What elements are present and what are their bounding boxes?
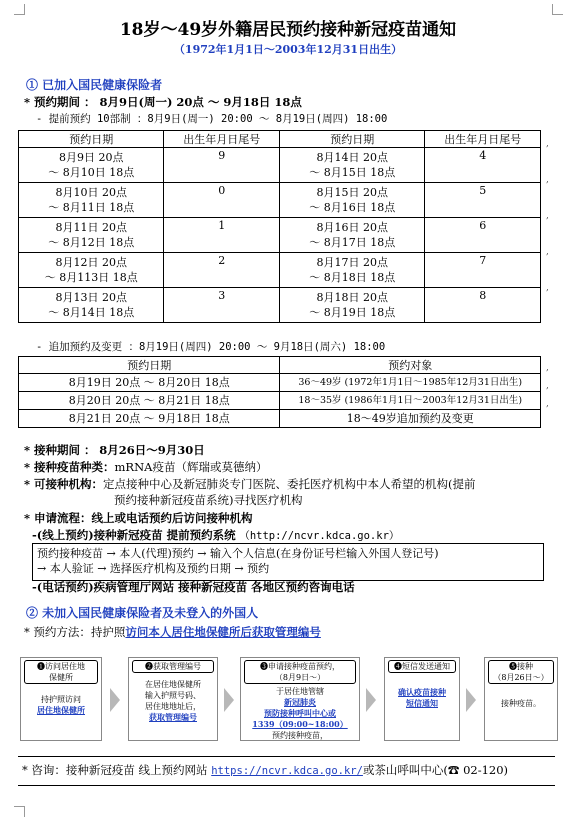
step-5-body: 接种疫苗。 [501, 699, 541, 708]
step-3-link[interactable]: 新冠肺炎 预防接种呼叫中心或 1339（09:00~18:00） [252, 697, 348, 729]
reservation-schedule-table [18, 130, 541, 323]
reservation-method [24, 625, 321, 640]
vaccine-type-value: mRNA疫苗（辉瑞或莫德纳） [114, 460, 268, 474]
step-arrow-icon [224, 688, 234, 712]
table-header: 出生年月日尾号 [164, 131, 280, 148]
crop-mark-bottom-left [14, 806, 25, 817]
table-cell: 8月19日 20点 ～ 8月20日 18点 [19, 374, 280, 392]
table-row [19, 218, 541, 253]
crop-mark-top-left [14, 4, 25, 15]
table-header: 出生年月日尾号 [425, 131, 541, 148]
additional-reservation: - 追加预约及变更 ：8月19日(周四) 20:00 ～ 9月18日(周六) 18:00 [36, 341, 386, 353]
reservation-method-link[interactable]: 访问本人居住地保健所后获取管理编号 [125, 625, 321, 639]
section2-heading: ② 未加入国民健康保险者及未登入的外国人 [26, 606, 259, 620]
page-subtitle: （1972年1月1日～2003年12月31日出生） [173, 43, 403, 56]
table-header-row [19, 357, 541, 374]
additional-reservation-table [18, 356, 541, 428]
online-reservation-url[interactable]: （http://ncvr.kdca.go.kr） [239, 530, 400, 542]
table-cell: 1 [164, 218, 280, 253]
inquiry-line [22, 763, 508, 779]
vaccination-period-value: 8月26日～9月30日 [99, 443, 205, 457]
step-5-heading: ❺接种 （8月26日～） [488, 660, 554, 684]
paragraph-mark: , [546, 283, 549, 293]
step-3-tail: 预约接种疫苗， [272, 731, 328, 740]
step-3-apply-reservation [240, 657, 360, 741]
step-2-link[interactable]: 获取管理编号 [149, 712, 197, 722]
table-cell: 8月10日 20点 ～ 8月11日 18点 [19, 183, 164, 218]
application-process: * 申请流程：线上或电话预约后访问接种机构 [24, 511, 253, 525]
online-reservation-flow [32, 543, 544, 581]
step-4-sms-notification [384, 657, 460, 741]
table-row [19, 288, 541, 323]
step-4-link[interactable]: 确认疫苗接种 短信通知 [398, 687, 446, 708]
institution-value-continued: 预约接种新冠疫苗系统)寻找医疗机构 [114, 493, 303, 507]
table-cell: 8月20日 20点 ～ 8月21日 18点 [19, 392, 280, 410]
vaccine-type [24, 460, 267, 475]
table-header-row [19, 131, 541, 148]
inquiry-url[interactable]: https://ncvr.kdca.go.kr/ [211, 765, 363, 777]
table-cell: 8月13日 20点 ～ 8月14日 18点 [19, 288, 164, 323]
step-1-link[interactable]: 居住地保健所 [37, 705, 85, 715]
table-cell: 8月9日 20点 ～ 8月10日 18点 [19, 148, 164, 183]
table-cell: 4 [425, 148, 541, 183]
paragraph-mark: , [546, 139, 549, 149]
online-reservation [32, 528, 399, 544]
table-cell: 8月21日 20点 ～ 9月18日 18点 [19, 410, 280, 428]
step-2-body-3: 居住地地址后， [145, 702, 201, 711]
paragraph-mark: , [546, 363, 549, 373]
crop-mark-top-right [552, 4, 563, 15]
inquiry-suffix: 或茶山呼叫中心(☎ 02-120) [362, 763, 509, 777]
step-2-heading: ❷获取管理编号 [132, 660, 214, 673]
inquiry-box [18, 756, 555, 786]
table-cell: 18～49岁追加预约及变更 [280, 410, 541, 428]
step-1-heading: ❶访问居住地 保健所 [24, 660, 98, 684]
table-cell: 8月16日 20点 ～ 8月17日 18点 [280, 218, 425, 253]
reservation-period: * 预约期间 ： 8月9日(周一) 20点 ～ 9月18日 18点 [24, 95, 302, 109]
paragraph-mark: , [546, 247, 549, 257]
vaccination-period [24, 443, 205, 458]
step-3-heading: ❸申请接种疫苗预约， （8月9日～） [244, 660, 356, 684]
step-5-vaccination [484, 657, 558, 741]
flow-line-2: → 本人验证 → 选择医疗机构及预约日期 → 预约 [37, 562, 270, 575]
table-header: 预约日期 [19, 131, 164, 148]
table-header: 预约日期 [19, 357, 280, 374]
table-cell: 0 [164, 183, 280, 218]
table-cell: 36～49岁 (1972年1月1日～1985年12月31日出生) [280, 374, 541, 392]
table-cell: 8月14日 20点 ～ 8月15日 18点 [280, 148, 425, 183]
table-cell: 2 [164, 253, 280, 288]
institution-label: * 可接种机构： [24, 477, 104, 491]
paragraph-mark: , [546, 175, 549, 185]
table-row [19, 392, 541, 410]
table-row [19, 410, 541, 428]
table-row [19, 253, 541, 288]
table-cell: 8月17日 20点 ～ 8月18日 18点 [280, 253, 425, 288]
flow-line-1: 预约接种疫苗 → 本人(代理)预约 → 输入个人信息(在身份证号栏输入外国人登记号) [37, 547, 439, 560]
paragraph-mark: , [546, 399, 549, 409]
step-arrow-icon [466, 688, 476, 712]
vaccine-type-label: * 接种疫苗种类： [24, 460, 115, 474]
inquiry-prefix: * 咨询：接种新冠疫苗 线上预约网站 [22, 763, 212, 777]
table-cell: 9 [164, 148, 280, 183]
table-cell: 7 [425, 253, 541, 288]
institution-value: 定点接种中心及新冠肺炎专门医院、委托医疗机构中本人希望的机构(提前 [103, 477, 476, 491]
table-cell: 18～35岁 (1986年1月1日～2003年12月31日出生) [280, 392, 541, 410]
step-4-heading: ❹短信发送通知 [388, 660, 456, 673]
paragraph-mark: , [546, 211, 549, 221]
step-2-get-management-number [128, 657, 218, 741]
table-row [19, 148, 541, 183]
phone-reservation: -(电话预约)疾病管理厅网站 接种新冠疫苗 各地区预约咨询电话 [32, 580, 355, 594]
table-header: 预约日期 [280, 131, 425, 148]
step-3-body: 于居住地管辖 [276, 687, 324, 696]
section1-heading: ① 已加入国民健康保险者 [26, 78, 163, 92]
online-reservation-label: -(线上预约)接种新冠疫苗 提前预约系统 [32, 528, 236, 542]
table-row [19, 183, 541, 218]
table-cell: 6 [425, 218, 541, 253]
reservation-method-label: * 预约方法：持护照 [24, 625, 126, 639]
step-2-body-2: 输入护照号码、 [145, 691, 201, 700]
step-arrow-icon [366, 688, 376, 712]
table-cell: 8 [425, 288, 541, 323]
vaccination-period-label: * 接种期间 ： [24, 443, 96, 457]
table-cell: 8月11日 20点 ～ 8月12日 18点 [19, 218, 164, 253]
table-cell: 3 [164, 288, 280, 323]
step-arrow-icon [110, 688, 120, 712]
page-title: 18岁～49岁外籍居民预约接种新冠疫苗通知 [119, 20, 457, 40]
vaccination-institution [24, 477, 476, 492]
table-cell: 8月18日 20点 ～ 8月19日 18点 [280, 288, 425, 323]
advance-reservation: - 提前预约 10部制 ：8月9日(周一) 20:00 ～ 8月19日(周四) 18:00 [36, 113, 388, 125]
paragraph-mark: , [546, 381, 549, 391]
table-cell: 5 [425, 183, 541, 218]
table-cell: 8月15日 20点 ～ 8月16日 18点 [280, 183, 425, 218]
step-2-body-1: 在居住地保健所 [145, 680, 201, 689]
step-1-body: 持护照访问 [41, 695, 81, 704]
table-row [19, 374, 541, 392]
table-cell: 8月12日 20点 ～ 8月113日 18点 [19, 253, 164, 288]
table-header: 预约对象 [280, 357, 541, 374]
step-1-visit-health-center [20, 657, 102, 741]
